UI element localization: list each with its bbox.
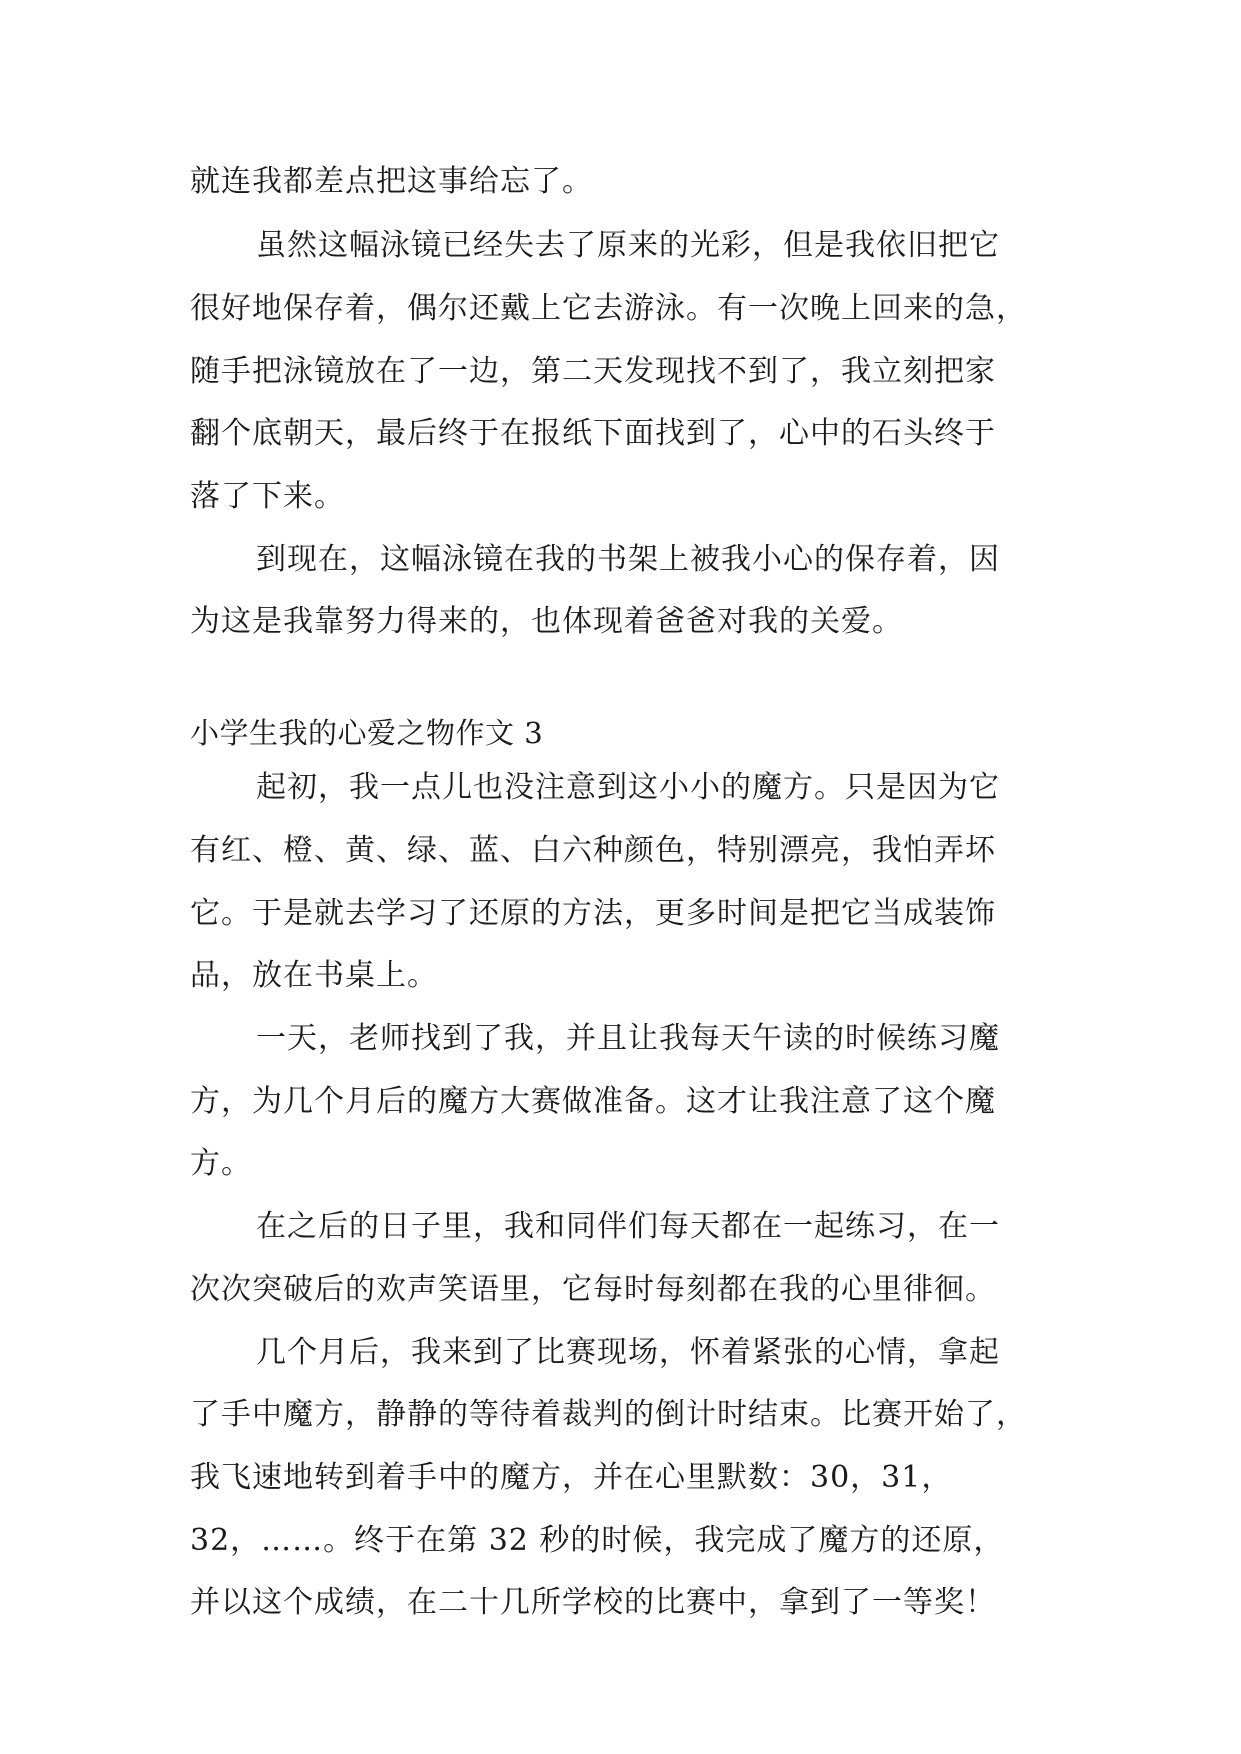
section-title: 小学生我的心爱之物作文 3	[190, 716, 544, 750]
paragraph-line: 在之后的日子里，我和同伴们每天都在一起练习，在一	[256, 1209, 1000, 1244]
paragraph-line: 起初，我一点儿也没注意到这小小的魔方。只是因为它	[256, 770, 1000, 805]
paragraph-line: 有红、橙、黄、绿、蓝、白六种颜色，特别漂亮，我怕弄坏	[190, 833, 996, 868]
paragraph-line: 方，为几个月后的魔方大赛做准备。这才让我注意了这个魔	[190, 1084, 996, 1119]
paragraph-line: 翻个底朝天，最后终于在报纸下面找到了，心中的石头终于	[190, 416, 996, 451]
paragraph-line: 就连我都差点把这事给忘了。	[190, 164, 593, 199]
paragraph-line: 虽然这幅泳镜已经失去了原来的光彩，但是我依旧把它	[256, 228, 1000, 263]
paragraph-line: 并以这个成绩，在二十几所学校的比赛中，拿到了一等奖！	[190, 1585, 996, 1620]
paragraph-line: 了手中魔方，静静的等待着裁判的倒计时结束。比赛开始了，	[190, 1397, 1027, 1432]
paragraph-line: 落了下来。	[190, 479, 345, 514]
paragraph-line: 它。于是就去学习了还原的方法，更多时间是把它当成装饰	[190, 896, 996, 931]
paragraph-line: 到现在，这幅泳镜在我的书架上被我小心的保存着，因	[256, 542, 1000, 577]
paragraph-line: 次次突破后的欢声笑语里，它每时每刻都在我的心里徘徊。	[190, 1272, 996, 1307]
paragraph-line: 一天，老师找到了我，并且让我每天午读的时候练习魔	[256, 1021, 1000, 1056]
paragraph-line: 我飞速地转到着手中的魔方，并在心里默数：30，31，	[190, 1460, 953, 1495]
paragraph-line: 品，放在书桌上。	[190, 958, 438, 993]
paragraph-line: 为这是我靠努力得来的，也体现着爸爸对我的关爱。	[190, 604, 903, 639]
paragraph-line: 方。	[190, 1146, 252, 1181]
paragraph-line: 32，……。终于在第 32 秒的时候，我完成了魔方的还原，	[190, 1523, 1005, 1558]
paragraph-line: 几个月后，我来到了比赛现场，怀着紧张的心情，拿起	[256, 1335, 1000, 1370]
paragraph-line: 很好地保存着，偶尔还戴上它去游泳。有一次晚上回来的急，	[190, 291, 1027, 326]
paragraph-line: 随手把泳镜放在了一边，第二天发现找不到了，我立刻把家	[190, 354, 996, 389]
